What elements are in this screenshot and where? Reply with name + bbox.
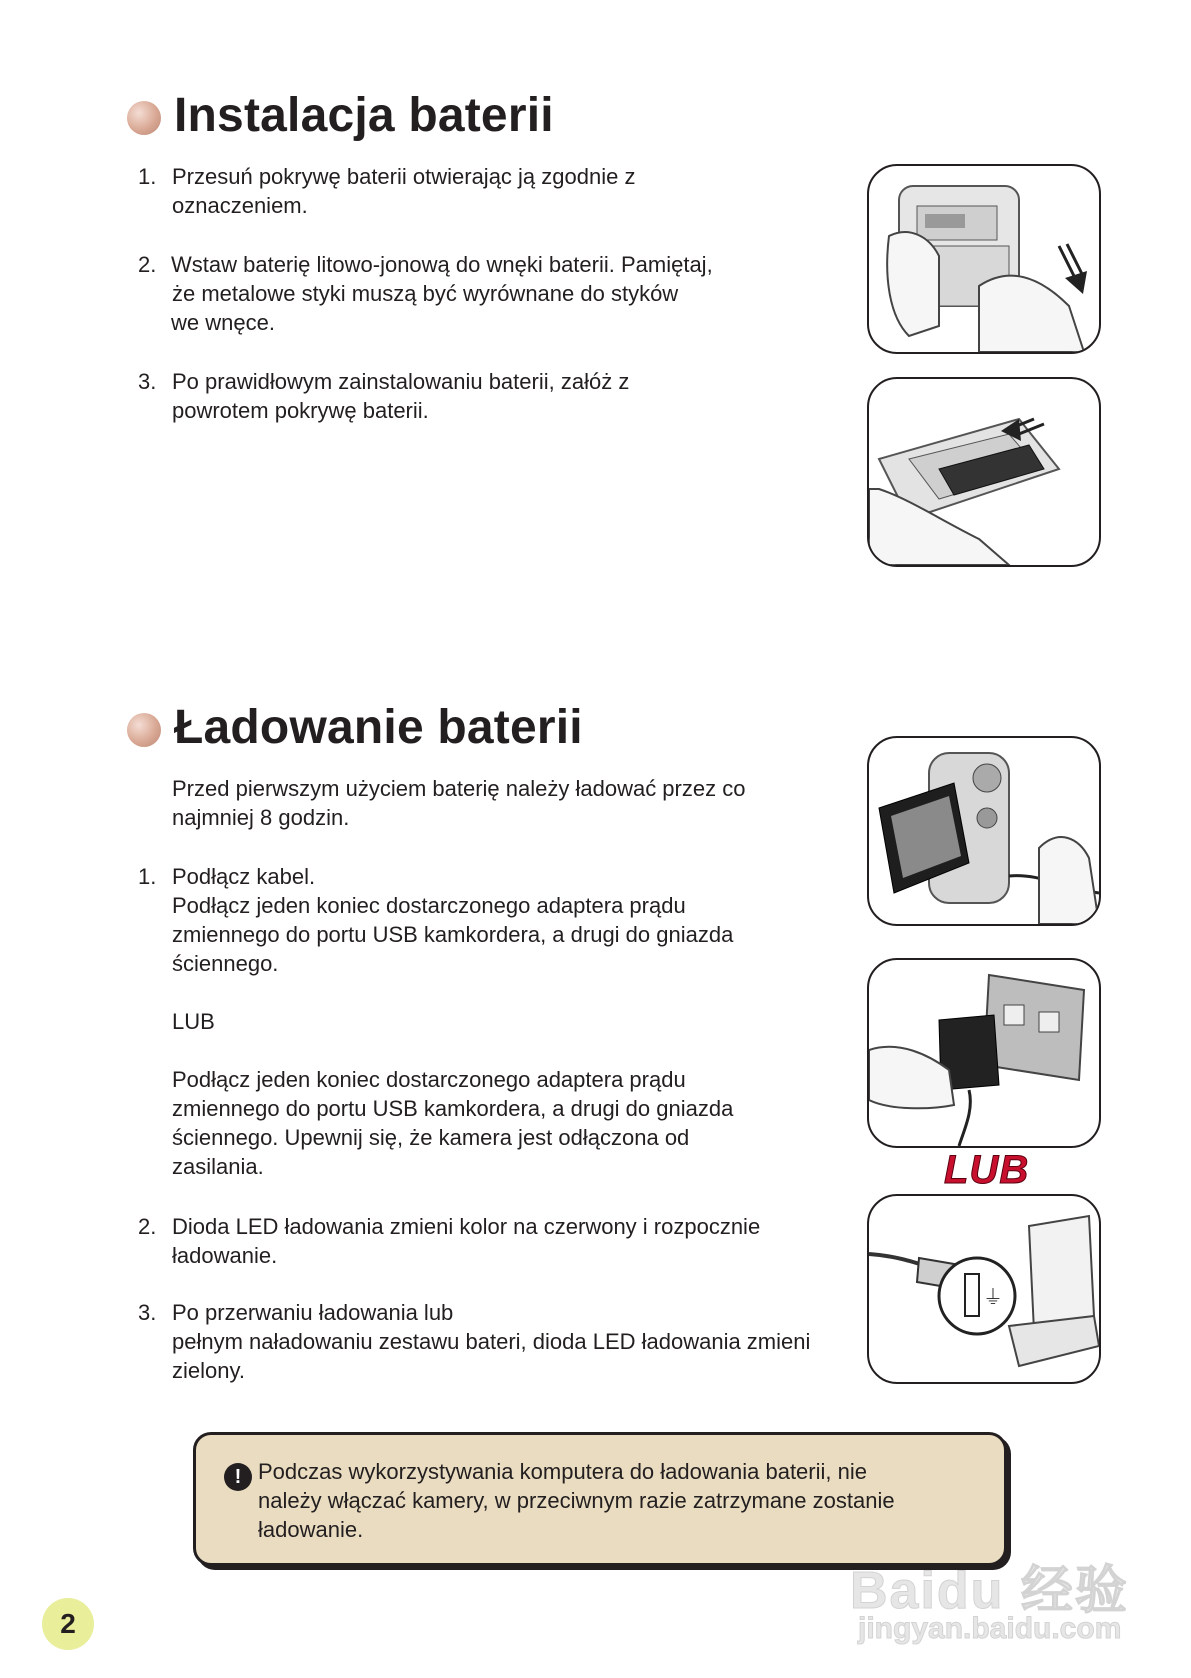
- or-label: LUB: [944, 1148, 1030, 1192]
- intro-paragraph: Przed pierwszym użyciem baterię należy ładować przez co najmniej 8 godzin.: [172, 776, 746, 830]
- note-text: Podczas wykorzystywania komputera do ładowania baterii, nie należy włączać kamery, w przeciwnym razie zatrzymane zostanie ładowanie.: [258, 1459, 895, 1542]
- open-cover-illustration: [867, 164, 1101, 354]
- section-bullet-icon: [127, 713, 161, 747]
- watermark-url: jingyan.baidu.com: [858, 1612, 1122, 1645]
- baidu-watermark: [850, 1508, 1170, 1648]
- wall-adapter-illustration: [867, 958, 1101, 1148]
- usb-laptop-illustration: [867, 1194, 1101, 1384]
- list-item: 2. Dioda LED ładowania zmieni kolor na czerwony i rozpocznie ładowanie.: [138, 1214, 761, 1268]
- list-item: 1. Podłącz kabel. Podłącz jeden koniec dostarczonego adaptera prądu zmiennego do portu USB kamkordera, a drugi do gniazda ściennego. LUB Podłącz jeden koniec dostarczonego adaptera prądu zmiennego do portu USB kamkordera, a drugi do gniazda ściennego. Upewnij się, że kamera jest odłączona od zasilania.: [138, 864, 734, 1179]
- page-number: 2: [42, 1598, 94, 1650]
- watermark-brand: Baidu 经验: [850, 1562, 1129, 1620]
- exclamation-icon: !: [224, 1463, 252, 1491]
- svg-text:⏚: ⏚: [983, 1285, 1003, 1309]
- list-item: 3. Po przerwaniu ładowania lub pełnym naładowaniu zestawu bateri, dioda LED ładowania zmieni zielony.: [138, 1300, 811, 1383]
- camcorder-cable-illustration: [867, 736, 1101, 926]
- list-item: 1. Przesuń pokrywę baterii otwierając ją zgodnie z oznaczeniem.: [138, 164, 636, 218]
- insert-battery-illustration: [867, 377, 1101, 567]
- section1-title: Instalacja baterii: [174, 89, 554, 142]
- list-item: 3. Po prawidłowym zainstalowaniu baterii, załóż z powrotem pokrywę baterii.: [138, 369, 630, 423]
- list-item: 2. Wstaw baterię litowo-jonową do wnęki baterii. Pamiętaj, że metalowe styki muszą być wyrównane do styków we wnęce.: [138, 252, 713, 335]
- section2-title: Ładowanie baterii: [174, 701, 583, 754]
- section-bullet-icon: [127, 101, 161, 135]
